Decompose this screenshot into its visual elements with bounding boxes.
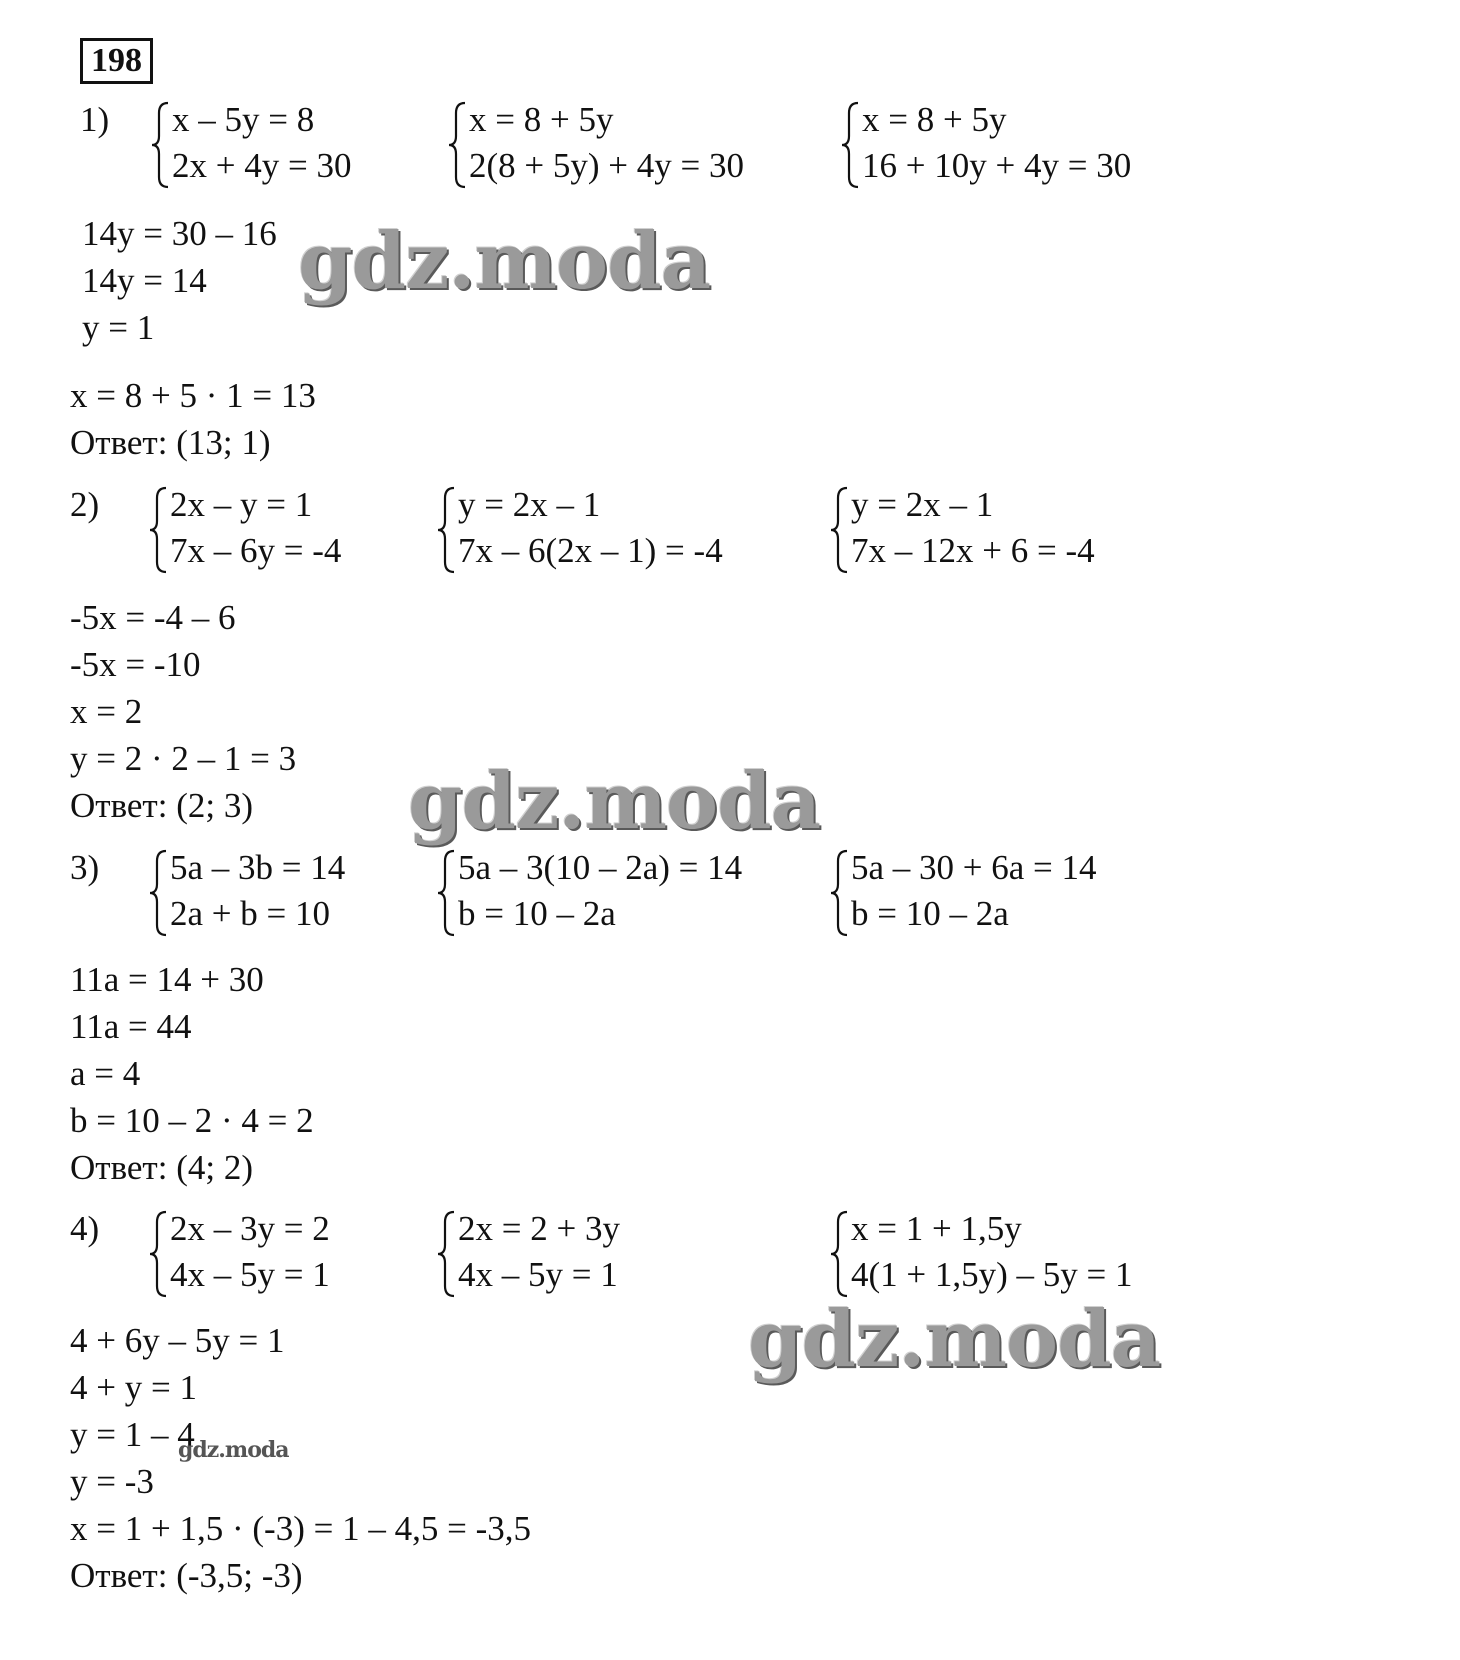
equation: 7x – 12x + 6 = -4	[851, 531, 1095, 570]
item-number-2: 2)	[70, 485, 100, 524]
watermark: gdz.moda	[748, 1294, 1161, 1385]
equation: 16 + 10y + 4y = 30	[862, 146, 1132, 185]
watermark: gdz.moda	[178, 1437, 289, 1463]
equation: 2(8 + 5y) + 4y = 30	[469, 146, 745, 185]
item-number-4: 4)	[70, 1209, 100, 1248]
step-line: a = 4	[70, 1054, 141, 1093]
answer-line: Ответ: (4; 2)	[70, 1148, 253, 1187]
brace-icon	[148, 100, 170, 190]
answer-line: Ответ: (13; 1)	[70, 423, 271, 462]
equation: 4x – 5y = 1	[458, 1255, 618, 1294]
equation: x = 1 + 1,5y	[851, 1209, 1022, 1248]
equation: x – 5y = 8	[172, 100, 315, 139]
step-line: 11a = 14 + 30	[70, 960, 264, 999]
step-line: 14y = 30 – 16	[82, 214, 277, 253]
step-line: -5x = -10	[70, 645, 201, 684]
equation: 2x – y = 1	[170, 485, 313, 524]
result-line: x = 8 + 5 · 1 = 13	[70, 376, 316, 415]
equation: y = 2x – 1	[458, 485, 601, 524]
equation: b = 10 – 2a	[851, 894, 1009, 933]
step-line: 4 + 6y – 5y = 1	[70, 1321, 285, 1360]
step-line: x = 1 + 1,5 · (-3) = 1 – 4,5 = -3,5	[70, 1509, 531, 1548]
step-line: y = 1	[82, 308, 155, 347]
brace-icon	[827, 1209, 849, 1299]
brace-icon	[146, 485, 168, 575]
equation: x = 8 + 5y	[469, 100, 614, 139]
brace-icon	[827, 848, 849, 938]
brace-icon	[434, 848, 456, 938]
equation: 2x + 4y = 30	[172, 146, 352, 185]
brace-icon	[445, 100, 467, 190]
step-line: b = 10 – 2 · 4 = 2	[70, 1101, 314, 1140]
equation: 2x = 2 + 3y	[458, 1209, 620, 1248]
equation: 2a + b = 10	[170, 894, 331, 933]
brace-icon	[838, 100, 860, 190]
brace-icon	[434, 1209, 456, 1299]
brace-icon	[146, 1209, 168, 1299]
step-line: -5x = -4 – 6	[70, 598, 236, 637]
step-line: 14y = 14	[82, 261, 207, 300]
step-line: 4 + y = 1	[70, 1368, 197, 1407]
equation: 4(1 + 1,5y) – 5y = 1	[851, 1255, 1133, 1294]
item-number-1: 1)	[80, 100, 110, 139]
watermark: gdz.moda	[298, 216, 711, 307]
equation: 5a – 30 + 6a = 14	[851, 848, 1097, 887]
equation: 2x – 3y = 2	[170, 1209, 330, 1248]
answer-line: Ответ: (2; 3)	[70, 786, 253, 825]
step-line: 11a = 44	[70, 1007, 192, 1046]
equation: y = 2x – 1	[851, 485, 994, 524]
equation: 5a – 3b = 14	[170, 848, 346, 887]
equation: 7x – 6(2x – 1) = -4	[458, 531, 723, 570]
brace-icon	[827, 485, 849, 575]
brace-icon	[434, 485, 456, 575]
item-number-3: 3)	[70, 848, 100, 887]
step-line: y = 1 – 4	[70, 1415, 195, 1454]
equation: x = 8 + 5y	[862, 100, 1007, 139]
step-line: x = 2	[70, 692, 143, 731]
brace-icon	[146, 848, 168, 938]
step-line: y = 2 · 2 – 1 = 3	[70, 739, 297, 778]
watermark: gdz.moda	[408, 756, 821, 847]
equation: 4x – 5y = 1	[170, 1255, 330, 1294]
answer-line: Ответ: (-3,5; -3)	[70, 1556, 303, 1595]
equation: b = 10 – 2a	[458, 894, 616, 933]
equation: 7x – 6y = -4	[170, 531, 342, 570]
problem-number: 198	[80, 38, 153, 84]
equation: 5a – 3(10 – 2a) = 14	[458, 848, 743, 887]
step-line: y = -3	[70, 1462, 154, 1501]
